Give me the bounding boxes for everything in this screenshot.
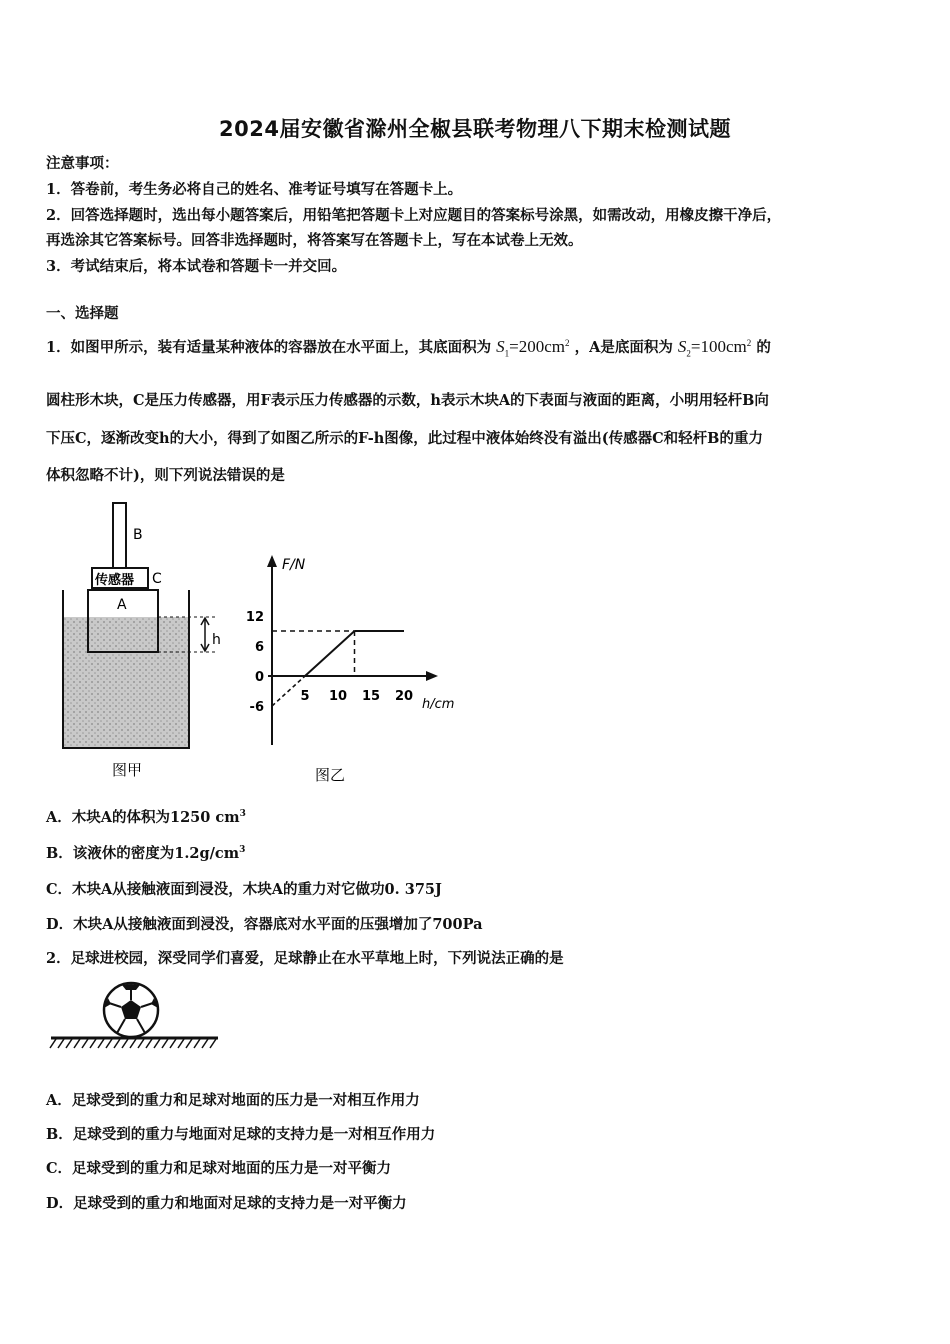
x-tick-label: 15 [361,689,381,704]
notice-item-2-line-2: 再选涂其它答案标号。回答非选择题时，将答案写在答题卡上，写在本试卷上无效。 [46,232,583,249]
y-tick-label: -6 [249,700,264,715]
question-1-line-4: 体积忽略不计)，则下列说法错误的是 [46,467,285,484]
question-1-line-3: 下压C，逐渐改变h的大小，得到了如图乙所示的F-h图像，此过程中液体始终没有溢出(传感器C和轻杆B的重力 [46,430,763,447]
hatch-mark [178,1039,184,1048]
figure-jia-caption: 图甲 [112,761,143,779]
hatch-mark [122,1039,128,1048]
x-tick-label: 20 [394,689,414,704]
x-axis-arrow [426,671,438,681]
q1-text-a: 1．如图甲所示，装有适量某种液体的容器放在水平面上，其底面积为 [46,339,492,356]
q2-option-d[interactable]: D．足球受到的重力和地面对足球的支持力是一对平衡力 [46,1195,407,1212]
hatch-mark [154,1039,160,1048]
section-heading: 一、选择题 [46,305,119,322]
hatch-mark [162,1039,168,1048]
x-axis-label: h/cm [422,697,455,712]
figure-jia [55,495,245,785]
q1-option-d[interactable]: D．木块A从接触液面到浸没，容器底对水平面的压强增加了700Pa [46,916,483,933]
ground-hatching [50,1039,216,1048]
rod-b [113,503,126,568]
q2-option-b[interactable]: B．足球受到的重力与地面对足球的支持力是一对相互作用力 [46,1126,436,1143]
page-title: 2024届安徽省滁州全椒县联考物理八下期末检测试题 [219,117,731,141]
hatch-mark [98,1039,104,1048]
question-1-line-2: 圆柱形木块，C是压力传感器，用F表示压力传感器的示数，h表示木块A的下表面与液面的距离，小明用轻杆B向 [46,392,769,409]
hatch-mark [130,1039,136,1048]
q1-option-c[interactable]: C．木块A从接触液面到浸没，木块A的重力对它做功0. 375J [46,881,442,898]
q1-text-c: 的 [756,339,771,356]
hatch-mark [82,1039,88,1048]
hatch-mark [146,1039,152,1048]
label-h: h [212,632,221,648]
notice-item-2-line-1: 2．回答选择题时，选出每小题答案后，用铅笔把答题卡上对应题目的答案标号涂黑，如需改动，用橡皮擦干净后， [46,207,782,224]
question-1-line-1 [46,336,771,358]
hatch-mark [74,1039,80,1048]
label-c: C [152,571,162,587]
s1-formula: $S_1=200cm^2$ [496,337,570,359]
s2-formula: $S_2=100cm^2$ [677,337,752,359]
q1-option-a[interactable]: A．木块A的体积为1250 $cm^3$ [46,809,246,826]
figure-yi-chart [240,545,475,790]
hatch-mark [66,1039,72,1048]
hatch-mark [114,1039,120,1048]
q1-option-b[interactable]: B．该液休的密度为$1.2g/cm^3$ [46,845,246,862]
hatch-mark [138,1039,144,1048]
hatch-mark [170,1039,176,1048]
football-figure [48,980,223,1055]
notice-heading: 注意事项： [46,155,119,172]
hatch-mark [186,1039,192,1048]
y-axis-label: F/N [282,557,306,573]
label-b: B [133,527,143,543]
q1-text-b: ，A是底面积为 [574,339,673,356]
x-tick-label: 10 [328,689,348,704]
hatch-mark [50,1039,56,1048]
y-tick-label: 0 [254,670,264,685]
liquid [63,617,189,748]
hatch-mark [202,1039,208,1048]
y-tick-label: 12 [245,610,264,625]
series-rising-segment [305,631,355,676]
notice-item-3: 3．考试结束后，将本试卷和答题卡一并交回。 [46,258,347,275]
sensor-label: 传感器 [95,573,135,588]
x-tick-label: 5 [300,689,310,704]
y-tick-label: 6 [254,640,264,655]
hatch-mark [194,1039,200,1048]
q2-option-c[interactable]: C．足球受到的重力和足球对地面的压力是一对平衡力 [46,1160,392,1177]
figure-yi-caption: 图乙 [315,766,346,784]
hatch-mark [210,1039,216,1048]
hatch-mark [58,1039,64,1048]
question-2-stem: 2．足球进校园，深受同学们喜爱，足球静止在水平草地上时，下列说法正确的是 [46,950,564,967]
hatch-mark [90,1039,96,1048]
y-axis-arrow [267,555,277,567]
notice-item-1: 1．答卷前，考生务必将自己的姓名、准考证号填写在答题卡上。 [46,181,463,198]
q2-option-a[interactable]: A．足球受到的重力和足球对地面的压力是一对相互作用力 [46,1092,420,1109]
label-a: A [117,597,127,613]
hatch-mark [106,1039,112,1048]
